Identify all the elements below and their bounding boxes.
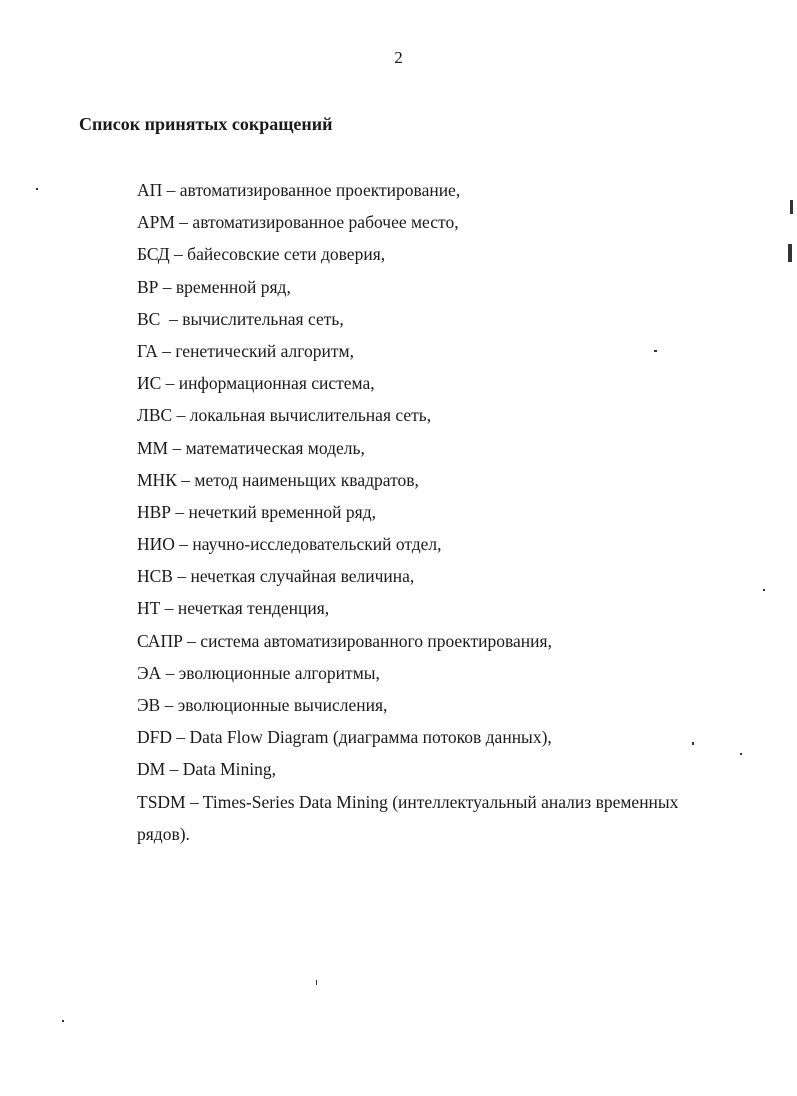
list-item: ИС – информационная система, bbox=[137, 373, 375, 394]
list-item: САПР – система автоматизированного проектирования, bbox=[137, 630, 552, 651]
list-item: ГА – генетический алгоритм, bbox=[137, 340, 354, 361]
list-item: НИО – научно-исследовательский отдел, bbox=[137, 534, 442, 555]
scan-speck bbox=[654, 350, 657, 352]
list-item: ЭВ – эволюционные вычисления, bbox=[137, 695, 388, 715]
scan-speck bbox=[790, 200, 793, 214]
list-item: БСД – байесовские сети доверия, bbox=[137, 244, 386, 265]
page-number: 2 bbox=[394, 48, 403, 67]
list-item: НТ – нечеткая тенденция, bbox=[137, 598, 330, 619]
list-item: DM – Data Mining, bbox=[137, 759, 277, 780]
list-item: ВС – вычислительная сеть, bbox=[137, 308, 344, 329]
list-item-tsdm bbox=[137, 786, 737, 850]
page-title: Список принятых сокращений bbox=[79, 114, 333, 134]
list-item: DFD – Data Flow Diagram (диаграмма потоков данных), bbox=[137, 727, 552, 748]
scan-speck bbox=[692, 742, 694, 745]
list-item: НВР – нечеткий временной ряд, bbox=[137, 501, 376, 522]
list-item: ММ – математическая модель, bbox=[137, 437, 365, 458]
scan-speck bbox=[36, 188, 38, 190]
scan-speck bbox=[740, 753, 742, 755]
abbreviation-list bbox=[137, 174, 737, 850]
list-item: НСВ – нечеткая случайная величина, bbox=[137, 566, 415, 587]
tsdm-line-2: рядов). bbox=[137, 823, 190, 844]
list-item: ВР – временной ряд, bbox=[137, 276, 291, 297]
tsdm-line-1: TSDM – Times-Series Data Mining (интеллектуальный анализ временных bbox=[137, 791, 679, 812]
scan-speck bbox=[316, 980, 317, 985]
list-item: МНК – метод наименьщих квадратов, bbox=[137, 469, 419, 490]
list-item: АП – автоматизированное проектирование, bbox=[137, 180, 461, 200]
list-item: АРМ – автоматизированное рабочее место, bbox=[137, 212, 459, 233]
scan-speck bbox=[788, 244, 792, 262]
list-item: ЭА – эволюционные алгоритмы, bbox=[137, 662, 380, 683]
scan-speck bbox=[62, 1020, 64, 1022]
scan-speck bbox=[763, 589, 765, 591]
list-item: ЛВС – локальная вычислительная сеть, bbox=[137, 405, 432, 426]
